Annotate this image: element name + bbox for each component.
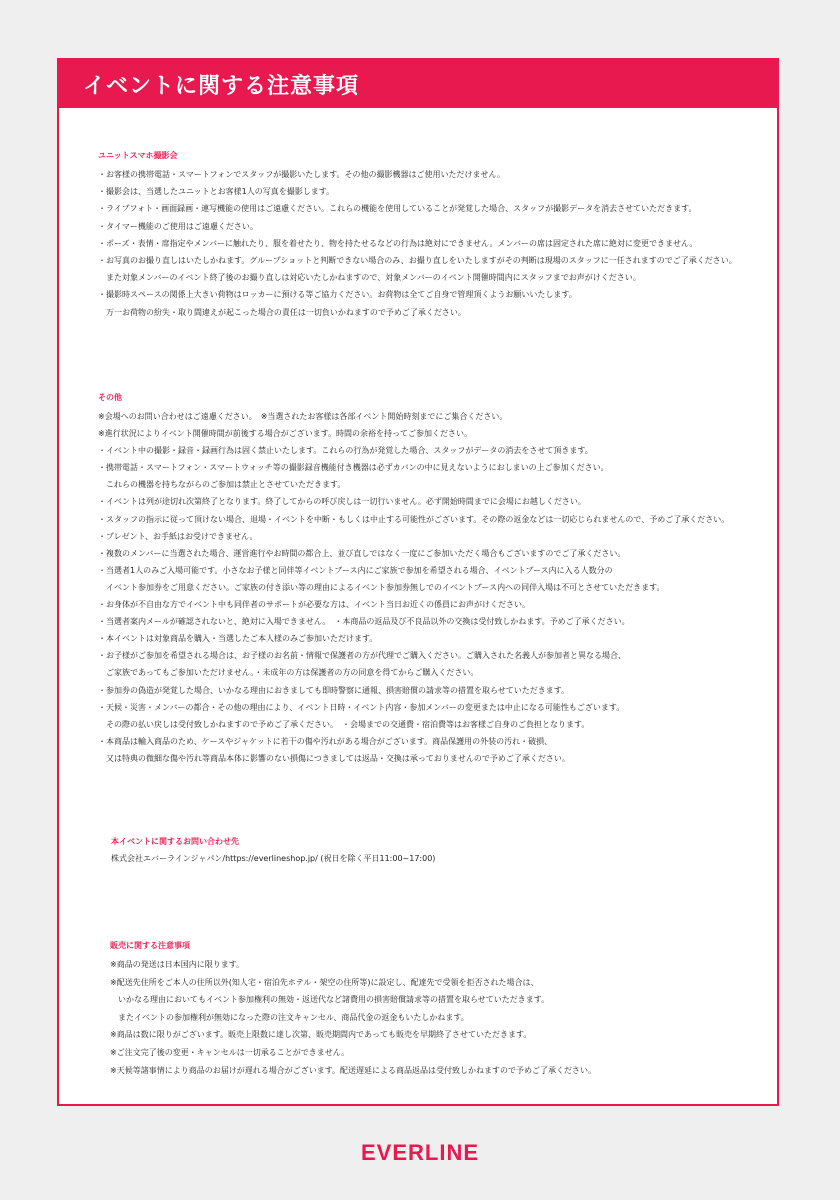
notice-line: イベント参加券をご用意ください。ご家族の付き添い等の理由によるイベント参加券無しでのイベントブース内への同伴入場は不可とさせていただきます。: [98, 582, 665, 592]
notice-line: ・お身体が不自由な方でイベント中も同伴者のサポートが必要な方は、イベント当日お近くの係員にお声がけください。: [98, 600, 530, 610]
unit-photo-section: [98, 150, 737, 321]
page-title: イベントに関する注意事項: [83, 74, 360, 99]
everline-logo: EVERLINE: [360, 1140, 480, 1165]
notice-line: ※進行状況によりイベント開催時間が前後する場合がございます。時間の余裕を持ってご参加ください。: [98, 429, 473, 439]
notice-line: ※商品は数に限りがございます。販売上限数に達し次第、販売期間内であっても販売を早期終了させていただきます。: [110, 1030, 532, 1040]
notice-line: ・当選者案内メールが確認されないと、絶対に入場できません。 ・本商品の返品及び不良品以外の交換は受付致しかねます。予めご了承ください。: [98, 617, 630, 627]
notice-line: ・本商品は輸入商品のため、ケースやジャケットに若干の傷や汚れがある場合がございます。商品保護用の外装の汚れ・破損、: [98, 736, 553, 746]
contact-section: [111, 836, 435, 866]
notice-line: ・お客様の携帯電話・スマートフォンでスタッフが撮影いたします。その他の撮影機器はご使用いただけません。: [98, 170, 506, 179]
notice-line: ・ライブフォト・画面録画・連写機能の使用はご遠慮ください。これらの機能を使用していることが発覚した場合、スタッフが撮影データを消去させていただきます。: [98, 204, 697, 214]
sales-lines: [110, 956, 596, 1079]
notice-line: ・スタッフの指示に従って頂けない場合、退場・イベントを中断・もしくは中止する可能性がございます。その際の返金などは一切応じられませんので、予めご了承ください。: [98, 514, 730, 524]
other-lines: [98, 408, 729, 767]
unit-photo-heading: ユニットスマホ撮影会: [98, 151, 178, 160]
notice-line: ・撮影会は、当選したユニットとお客様1人の写真を撮影します。: [98, 187, 335, 197]
sales-section: [110, 940, 596, 1079]
notice-line: ※配送先住所をご本人の住所以外(知人宅・宿泊先ホテル・架空の住所等)に設定し、配達先で受領を拒否された場合は、: [110, 977, 539, 987]
notice-line: ・天候・災害・メンバーの都合・その他の理由により、イベント日時・イベント内容・参加メンバーの変更または中止になる可能性もございます。: [98, 702, 625, 712]
notice-line: 万一お荷物の紛失・取り間違えが起こった場合の責任は一切負いかねますので予めご了承ください。: [98, 307, 466, 317]
notice-line: ・本イベントは対象商品を購入・当選したご本人様のみご参加いただけます。: [98, 634, 378, 644]
notice-line: その際の払い戻しは受付致しかねますので予めご了承ください。 ・会場までの交通費・宿泊費等はお客様ご自身のご負担となります。: [98, 719, 590, 729]
notice-line: またイベントの参加権利が無効になった際の注文キャンセル、商品代金の返金もいたしかねます。: [110, 1012, 469, 1022]
notice-line: ※会場へのお問い合わせはご遠慮ください。 ※当選されたお客様は各部イベント開始時刻までにご集合ください。: [98, 412, 508, 421]
notice-line: ※商品の発送は日本国内に限ります。: [110, 960, 245, 969]
notice-line: ・イベントは列が途切れ次第終了となります。終了してからの呼び戻しは一切行いません。必ず開始時間までに会場にお越しください。: [98, 497, 586, 507]
notice-line: ・ポーズ・表情・席指定やメンバーに触れたり、服を着せたり、物を持たせるなどの行為は絶対にできません。メンバーの席は固定された席に絶対に変更できません。: [98, 238, 698, 248]
contact-text: 株式会社エバーラインジャパン/https://everlineshop.jp/ (祝日を除く平日11:00~17:00): [111, 854, 436, 863]
notice-line: ご家族であってもご参加いただけません。・未成年の方は保護者の方の同意を得てからご購入ください。: [98, 668, 479, 678]
notice-line: ・携帯電話・スマートフォン・スマートウォッチ等の撮影録音機能付き機器は必ずカバンの中に見えないようにおしまいの上ご参加ください。: [98, 463, 609, 473]
sales-heading: 販売に関する注意事項: [110, 941, 190, 950]
other-heading: その他: [98, 393, 122, 402]
notice-line: いかなる理由においてもイベント参加権利の無効・返送代など諸費用の損害賠償請求等の措置を取らせていただきます。: [110, 995, 550, 1005]
notice-line: ・お子様がご参加を希望される場合は、お子様のお名前・情報で保護者の方が代理でご購入ください。ご購入された名義人が参加者と異なる場合、: [98, 651, 626, 661]
header-bar: [59, 60, 777, 108]
notice-line: ・当選者1人のみご入場可能です。小さなお子様と同伴等イベントブース内にご家族で参加を希望される場合、イベントブース内に入る人数分の: [98, 565, 613, 575]
notice-line: ・複数のメンバーに当選された場合、運営進行やお時間の都合上、並び直しではなく一度にご参加いただく場合もございますのでご了承ください。: [98, 548, 626, 558]
notice-line: 又は特典の微細な傷や汚れ等商品本体に影響のない損傷につきましては返品・交換は承っておりませんので予めご了承ください。: [98, 753, 570, 763]
other-section: [98, 392, 729, 767]
notice-line: これらの機器を持ちながらのご参加は禁止とさせていただきます。: [98, 480, 346, 490]
unit-photo-lines: [98, 166, 737, 321]
notice-line: また対象メンバーのイベント終了後のお撮り直しは対応いたしかねますので、対象メンバーのイベント開催時間内にスタッフまでお声がけください。: [98, 273, 641, 283]
notice-line: ・イベント中の撮影・録音・録画行為は固く禁止いたします。これらの行為が発覚した場合、スタッフがデータの消去をさせて頂きます。: [98, 446, 593, 456]
notice-line: ・プレゼント、お手紙はお受けできません。: [98, 531, 258, 541]
notice-line: ・参加券の偽造が発覚した場合、いかなる理由におきましても即時警察に通報、損害賠償の請求等の措置を取らせていただきます。: [98, 685, 570, 695]
notice-line: ・お写真のお撮り直しはいたしかねます。グループショットと判断できない場合のみ、お撮り直しをいたしますがその判断は現場のスタッフに一任されますのでご了承ください。: [98, 256, 737, 266]
notice-line: ※天候等諸事情により商品のお届けが遅れる場合がございます。配送遅延による商品返品は受付致しかねますので予めご了承ください。: [110, 1065, 597, 1075]
contact-heading: 本イベントに関するお問い合わせ先: [111, 837, 239, 846]
notice-line: ※ご注文完了後の変更・キャンセルは一切承ることができません。: [110, 1047, 350, 1057]
notice-line: ・タイマー機能のご使用はご遠慮ください。: [98, 221, 258, 231]
notice-line: ・撮影時スペースの関係上大きい荷物はロッカーに預ける等ご協力ください。お荷物は全てご自身で管理頂くようお願いいたします。: [98, 290, 577, 300]
